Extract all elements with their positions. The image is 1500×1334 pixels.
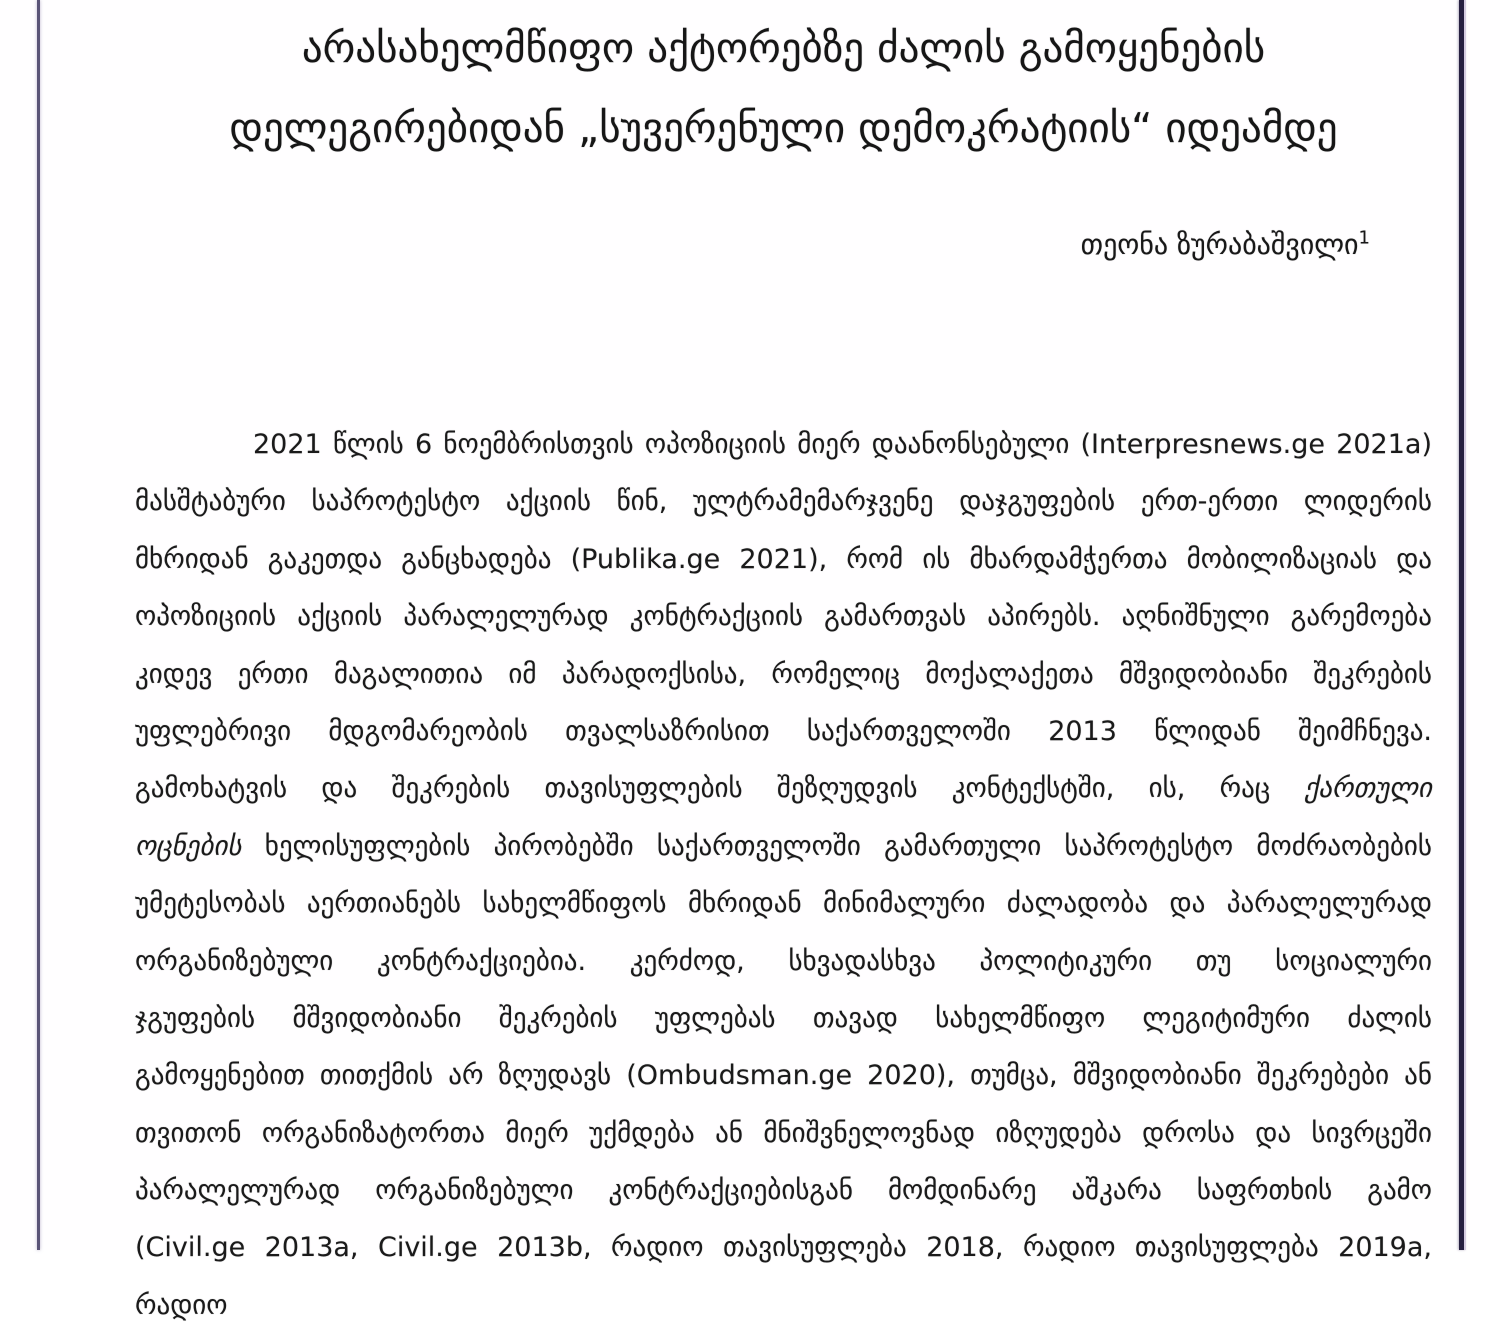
paper-title (135, 8, 1432, 168)
paragraph-line (135, 875, 1432, 932)
paragraph-line (135, 1105, 1432, 1162)
author-footnote-marker: 1 (1358, 227, 1370, 249)
paragraph-line-text: კიდევ ერთი მაგალითია იმ პარადოქსისა, რომელიც მოქალაქეთა მშვიდობიანი შეკრების (135, 658, 1432, 690)
italic-phrase: ოცნების (135, 830, 242, 862)
paper-title-line-1: არასახელმწიფო აქტორებზე ძალის გამოყენების (301, 24, 1266, 72)
paragraph-line-text: გამოხატვის და შეკრების თავისუფლების შეზღუდვის კონტექსტში, ის, რაც (135, 773, 1305, 805)
body-paragraph (135, 416, 1432, 1321)
paragraph-line (135, 1162, 1432, 1219)
paragraph-line-text: ჯგუფების მშვიდობიანი შეკრების უფლებას თავად სახელმწიფო ლეგიტიმური ძალის (135, 1002, 1432, 1034)
author-line (135, 224, 1432, 266)
paragraph-line-text: ხელისუფლების პირობებში საქართველოში გამართული საპროტესტო მოძრაობების (241, 830, 1432, 862)
paragraph-line (135, 416, 1432, 473)
paragraph-line (135, 531, 1432, 588)
paragraph-line (135, 933, 1432, 990)
paragraph-line (135, 473, 1432, 530)
page-content (135, 0, 1432, 1321)
paragraph-line-text: მხრიდან გაკეთდა განცხადება (Publika.ge 2021), რომ ის მხარდამჭერთა მობილიზაციას და (135, 543, 1432, 575)
paragraph-line-text: მასშტაბური საპროტესტო აქციის წინ, ულტრამემარჯვენე დაჯგუფების ერთ-ერთი ლიდერის (135, 486, 1432, 518)
paragraph-line-text: (Civil.ge 2013a, Civil.ge 2013b, რადიო თავისუფლება 2018, რადიო თავისუფლება 2019a, რადიო (135, 1232, 1432, 1321)
paragraph-line-text: უფლებრივი მდგომარეობის თვალსაზრისით საქართველოში 2013 წლიდან შეიმჩნევა. (135, 715, 1432, 747)
paragraph-line-text: გამოყენებით თითქმის არ ზღუდავს (Ombudsman.ge 2020), თუმცა, მშვიდობიანი შეკრებები ან (135, 1060, 1432, 1092)
paragraph-line (135, 646, 1432, 703)
paragraph-line-text: ოპოზიციის აქციის პარალელურად კონტრაქციის გამართვას აპირებს. აღნიშნული გარემოება (135, 601, 1432, 633)
paragraph-line-text: თვითონ ორგანიზატორთა მიერ უქმდება ან მნიშვნელოვნად იზღუდება დროსა და სივრცეში (135, 1117, 1432, 1149)
paragraph-line (135, 588, 1432, 645)
page-left-edge-line (37, 0, 40, 1250)
paragraph-line (135, 703, 1432, 760)
paragraph-line (135, 1047, 1432, 1104)
page-right-edge-line (1459, 0, 1466, 1250)
paragraph-line (135, 818, 1432, 875)
paragraph-line-text: პარალელურად ორგანიზებული კონტრაქციებისგან მომდინარე აშკარა საფრთხის გამო (135, 1175, 1432, 1207)
paragraph-line (135, 1219, 1432, 1321)
paragraph-line (135, 760, 1432, 817)
author-name: თეონა ზურაბაშვილი (1080, 228, 1359, 261)
italic-phrase: ქართული (1304, 773, 1432, 805)
paragraph-line-text: ორგანიზებული კონტრაქციებია. კერძოდ, სხვადასხვა პოლიტიკური თუ სოციალური (135, 945, 1432, 977)
paragraph-line-text: უმეტესობას აერთიანებს სახელმწიფოს მხრიდან მინიმალური ძალადობა და პარალელურად (135, 888, 1432, 920)
paper-title-line-2: დელეგირებიდან „სუვერენული დემოკრატიის“ იდეამდე (229, 104, 1338, 152)
paragraph-line-text: 2021 წლის 6 ნოემბრისთვის ოპოზიციის მიერ დაანონსებული (Interpresnews.ge 2021a) (253, 429, 1432, 460)
paragraph-line (135, 990, 1432, 1047)
